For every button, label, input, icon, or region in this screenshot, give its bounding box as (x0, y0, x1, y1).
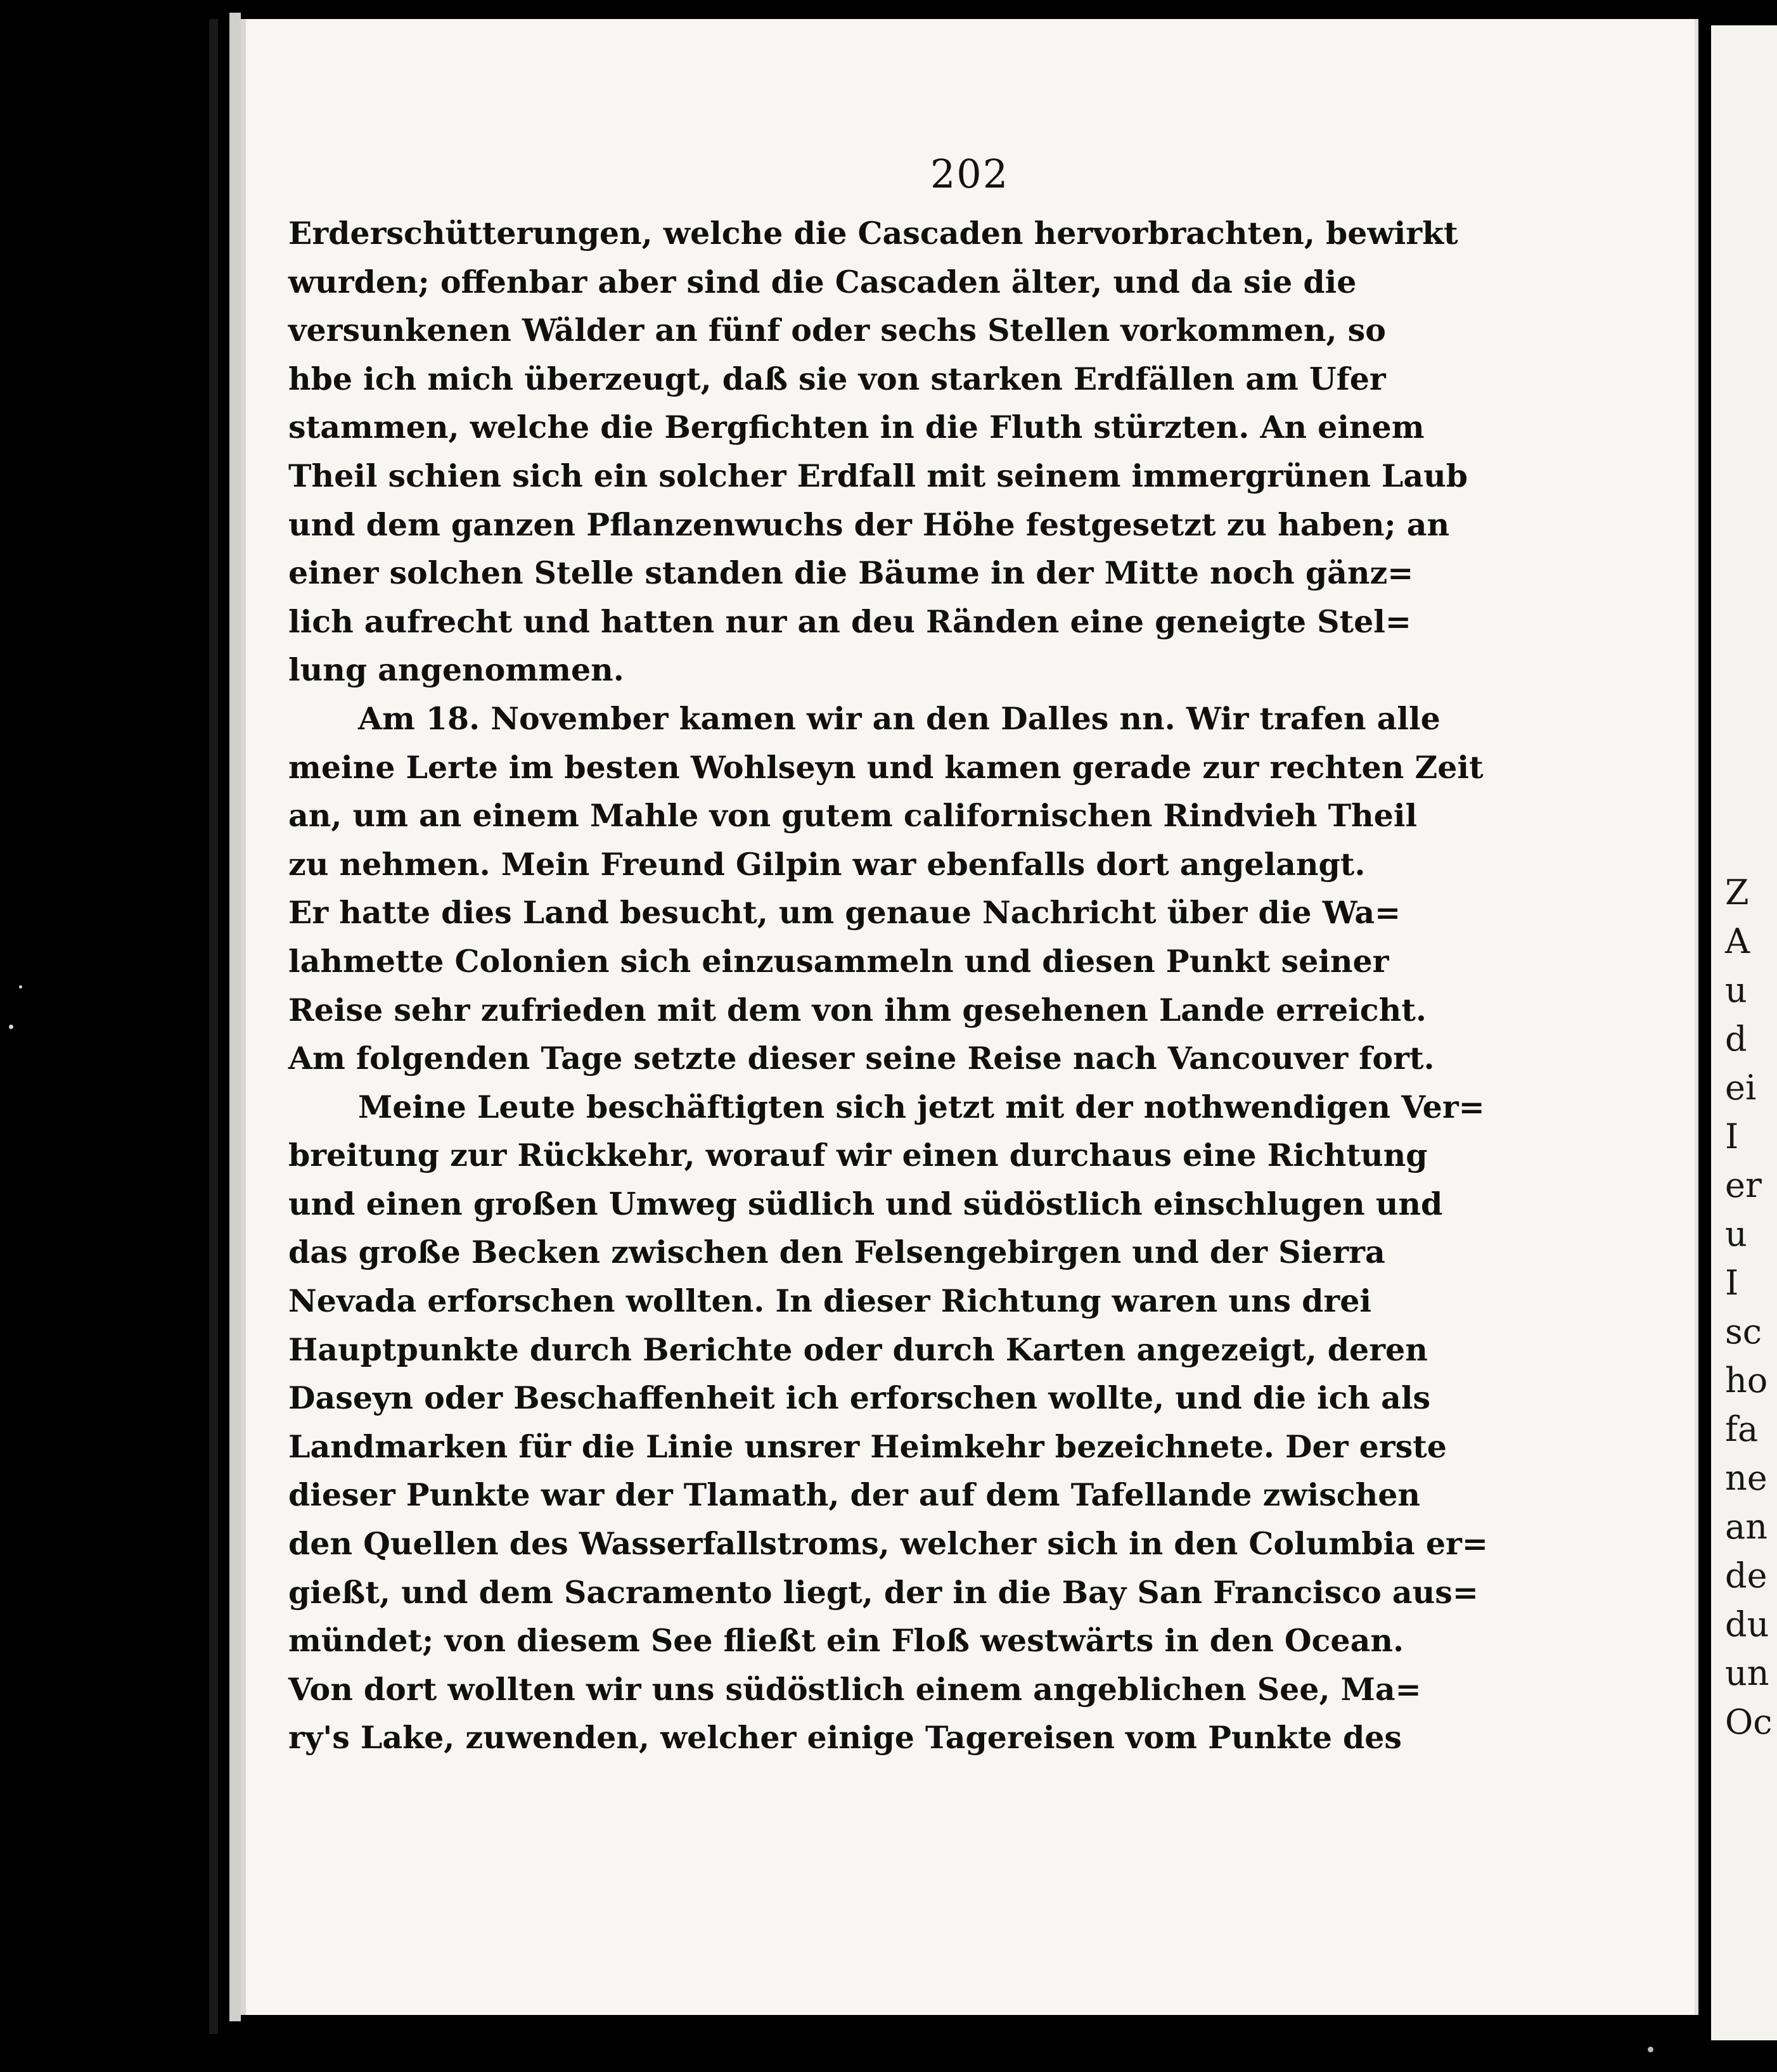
facing-line: ei (1725, 1068, 1757, 1108)
text-line: lung angenommen. (288, 651, 624, 689)
facing-line: du (1725, 1604, 1769, 1644)
facing-page-fragment (1711, 25, 1777, 2040)
facing-line: A (1725, 921, 1750, 961)
text-line: Reise sehr zufrieden mit dem von ihm gesehenen Lande erreicht. (288, 991, 1427, 1028)
dust-speck (19, 985, 22, 988)
text-line: mündet; von diesem See fließt ein Floß westwärts in den Ocean. (288, 1622, 1404, 1660)
text-line: lich aufrecht und hatten nur an deu Ränden eine geneigte Stel= (288, 603, 1411, 640)
facing-line: u (1725, 970, 1747, 1010)
text-line: wurden; offenbar aber sind die Cascaden älter, und da sie die (288, 263, 1357, 300)
facing-line: I (1725, 1116, 1739, 1156)
text-line: dieser Punkte war der Tlamath, der auf dem Tafellande zwischen (288, 1476, 1421, 1514)
facing-line: d (1725, 1019, 1747, 1059)
page-edge (229, 13, 241, 2021)
dust-speck (1648, 2047, 1653, 2052)
text-line: einer solchen Stelle standen die Bäume in der Mitte noch gänz= (288, 554, 1414, 592)
text-line: Daseyn oder Beschaffenheit ich erforschen wollte, und die ich als (288, 1379, 1431, 1417)
text-line: lahmette Colonien sich einzusammeln und diesen Punkt seiner (288, 942, 1389, 980)
text-line: Von dort wollten wir uns südöstlich einem angeblichen See, Ma= (288, 1670, 1421, 1708)
facing-line: Oc (1725, 1702, 1773, 1742)
facing-line: ho (1725, 1360, 1768, 1400)
facing-line: er (1725, 1165, 1762, 1205)
text-line: Am 18. November kamen wir an den Dalles nn. Wir trafen alle (358, 700, 1440, 737)
text-line: Am folgenden Tage setzte dieser seine Reise nach Vancouver fort. (288, 1040, 1435, 1077)
text-line: zu nehmen. Mein Freund Gilpin war ebenfalls dort angelangt. (288, 845, 1366, 883)
text-line: gießt, und dem Sacramento liegt, der in die Bay San Francisco aus= (288, 1573, 1479, 1611)
facing-page-text (1711, 873, 1773, 1746)
text-line: den Quellen des Wasserfallstroms, welcher sich in den Columbia er= (288, 1525, 1488, 1563)
facing-line: un (1725, 1653, 1769, 1693)
text-line: Landmarken für die Linie unsrer Heimkehr bezeichnete. Der erste (288, 1428, 1447, 1465)
facing-line: sc (1725, 1312, 1762, 1352)
text-line: das große Becken zwischen den Felsengebirgen und der Sierra (288, 1234, 1385, 1271)
page-number: 202 (930, 151, 1010, 197)
text-line: an, um an einem Mahle von gutem californischen Rindvieh Theil (288, 797, 1418, 835)
page-text (288, 209, 1488, 1762)
facing-line: de (1725, 1556, 1767, 1596)
dust-speck (9, 1025, 13, 1029)
text-line: versunkenen Wälder an fünf oder sechs Stellen vorkommen, so (288, 312, 1386, 349)
text-line: Meine Leute beschäftigten sich jetzt mit der nothwendigen Ver= (358, 1088, 1485, 1125)
scan-left-margin (0, 0, 228, 2072)
text-line: Theil schien sich ein solcher Erdfall mit seinem immergrünen Laub (288, 457, 1468, 494)
facing-line: I (1725, 1263, 1739, 1303)
text-line: Erderschütterungen, welche die Cascaden hervorbrachten, bewirkt (288, 215, 1458, 252)
text-line: ry's Lake, zuwenden, welcher einige Tagereisen vom Punkte des (288, 1719, 1402, 1756)
text-line: Nevada erforschen wollten. In dieser Richtung waren uns drei (288, 1282, 1372, 1320)
facing-line: Z (1725, 873, 1749, 912)
binding-shadow (209, 19, 218, 2034)
text-line: breitung zur Rückkehr, worauf wir einen durchaus eine Richtung (288, 1137, 1428, 1174)
facing-line: u (1725, 1214, 1747, 1254)
text-line: stammen, welche die Bergfichten in die Fluth stürzten. An einem (288, 409, 1425, 446)
text-line: Er hatte dies Land besucht, um genaue Nachricht über die Wa= (288, 894, 1401, 931)
text-line: Hauptpunkte durch Berichte oder durch Karten angezeigt, deren (288, 1331, 1428, 1368)
text-line: und einen großen Umweg südlich und südöstlich einschlugen und (288, 1185, 1443, 1222)
facing-line: an (1725, 1507, 1767, 1547)
text-line: und dem ganzen Pflanzenwuchs der Höhe festgesetzt zu haben; an (288, 506, 1450, 543)
text-line: meine Lerte im besten Wohlseyn und kamen gerade zur rechten Zeit (288, 748, 1484, 786)
facing-line: ne (1725, 1458, 1767, 1498)
facing-line: fa (1725, 1409, 1759, 1449)
text-line: hbe ich mich überzeugt, daß sie von starken Erdfällen am Ufer (288, 360, 1386, 397)
